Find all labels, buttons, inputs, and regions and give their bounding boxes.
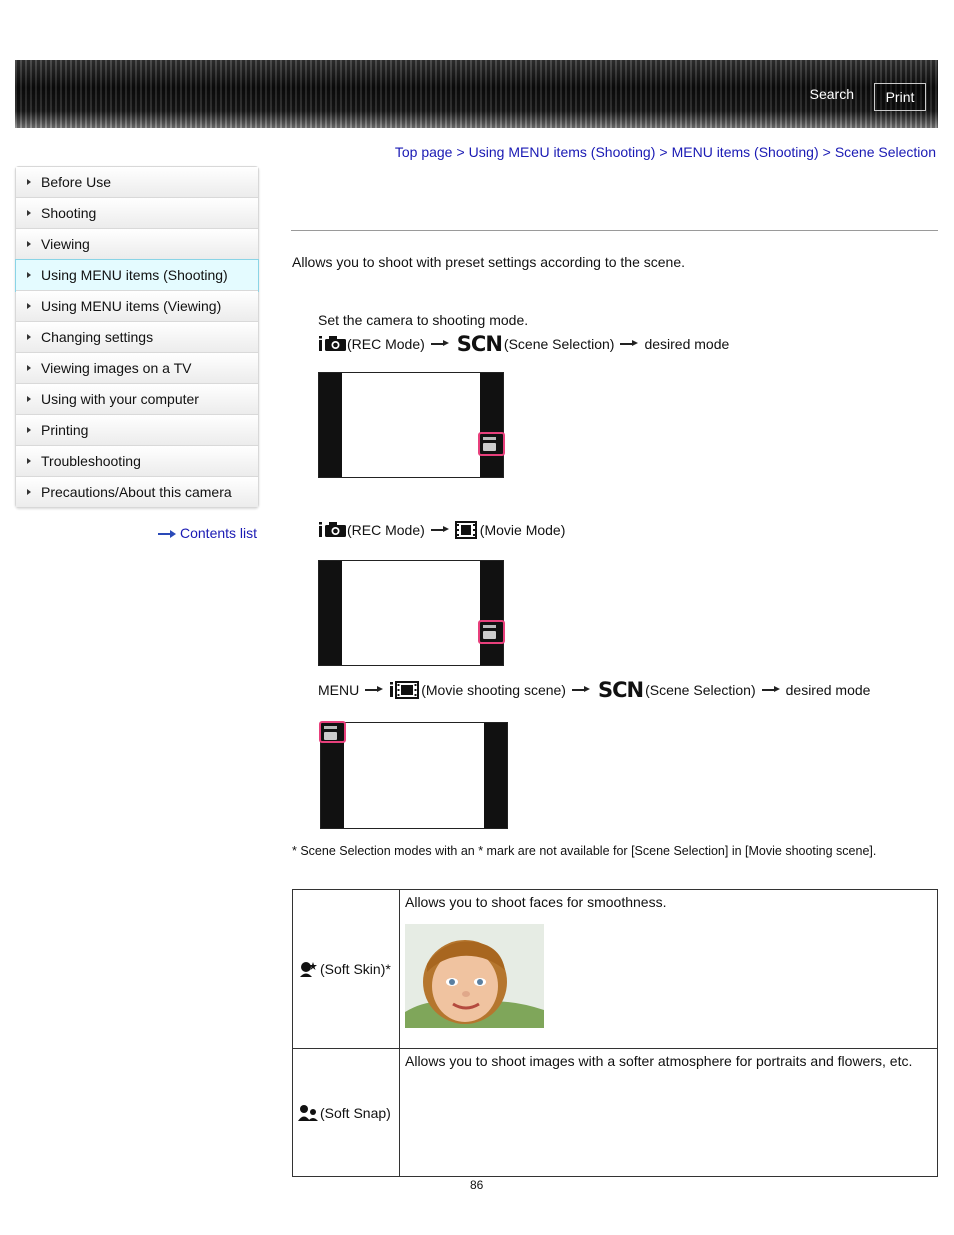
arrow-right-icon bbox=[431, 339, 449, 349]
step-set-shooting-mode: Set the camera to shooting mode. bbox=[318, 312, 529, 328]
rec-mode-label: (REC Mode) bbox=[347, 522, 425, 538]
intro-text: Allows you to shoot with preset settings according to the scene. bbox=[292, 254, 685, 270]
table-row bbox=[293, 890, 938, 1049]
scene-selection-label: (Scene Selection) bbox=[503, 336, 615, 352]
step-menu-movie-scene bbox=[318, 678, 870, 702]
triangle-right-icon bbox=[27, 489, 31, 495]
sidebar-item-label: Using MENU items (Shooting) bbox=[41, 267, 228, 283]
mode-description-cell bbox=[400, 1049, 938, 1177]
sidebar-item-printing[interactable] bbox=[16, 415, 258, 446]
triangle-right-icon bbox=[27, 334, 31, 340]
triangle-right-icon bbox=[27, 396, 31, 402]
mode-description-text: Allows you to shoot faces for smoothness. bbox=[405, 894, 667, 910]
scene-mode-table bbox=[292, 889, 938, 1177]
sidebar-item-before-use[interactable] bbox=[16, 167, 258, 198]
mode-description-cell bbox=[400, 890, 938, 1049]
sidebar-nav bbox=[15, 166, 259, 508]
sidebar-item-shooting[interactable] bbox=[16, 198, 258, 229]
arrow-right-icon bbox=[572, 685, 590, 695]
sidebar-item-label: Printing bbox=[41, 422, 89, 438]
breadcrumb bbox=[395, 144, 936, 160]
contents-list-label: Contents list bbox=[180, 525, 258, 541]
header-bar bbox=[15, 60, 938, 128]
breadcrumb-scene-selection[interactable]: Scene Selection bbox=[834, 144, 936, 160]
scn-icon: SCN bbox=[597, 678, 644, 702]
movie-scene-icon bbox=[389, 681, 419, 699]
screen-right-band bbox=[484, 723, 507, 828]
desired-mode-label: desired mode bbox=[785, 682, 871, 698]
availability-note: * Scene Selection modes with an * mark are not available for [Scene Selection] in [Movie shooting scene]. bbox=[292, 844, 877, 858]
arrow-right-icon bbox=[365, 685, 383, 695]
search-button[interactable]: Search bbox=[809, 86, 854, 102]
child-portrait-image bbox=[405, 924, 544, 1028]
desired-mode-label: desired mode bbox=[644, 336, 730, 352]
breadcrumb-using-menu-shooting[interactable]: Using MENU items (Shooting) bbox=[468, 144, 656, 160]
scn-icon: SCN bbox=[456, 332, 502, 356]
sidebar-item-changing-settings[interactable] bbox=[16, 322, 258, 353]
sidebar-item-label: Changing settings bbox=[41, 329, 154, 345]
rec-mode-label: (REC Mode) bbox=[347, 336, 425, 352]
triangle-right-icon bbox=[27, 210, 31, 216]
sidebar-item-using-menu-shooting[interactable] bbox=[16, 260, 258, 291]
sidebar-item-label: Using with your computer bbox=[41, 391, 199, 407]
camera-screen-illustration bbox=[318, 372, 504, 478]
breadcrumb-separator: > bbox=[659, 144, 668, 160]
sidebar-item-computer[interactable] bbox=[16, 384, 258, 415]
menu-button-highlight bbox=[319, 721, 346, 743]
scene-selection-label: (Scene Selection) bbox=[645, 682, 756, 698]
sidebar-item-label: Before Use bbox=[41, 174, 112, 190]
arrow-right-icon bbox=[431, 525, 449, 535]
sidebar-item-label: Viewing images on a TV bbox=[41, 360, 192, 376]
breadcrumb-top-page[interactable]: Top page bbox=[394, 144, 453, 160]
sidebar-item-troubleshooting[interactable] bbox=[16, 446, 258, 477]
triangle-right-icon bbox=[27, 365, 31, 371]
step-rec-to-movie bbox=[318, 520, 565, 540]
triangle-right-icon bbox=[27, 458, 31, 464]
triangle-right-icon bbox=[27, 179, 31, 185]
mode-name-cell bbox=[293, 890, 400, 1049]
arrow-right-icon bbox=[620, 339, 638, 349]
print-button[interactable]: Print bbox=[874, 83, 926, 111]
sidebar-item-using-menu-viewing[interactable] bbox=[16, 291, 258, 322]
soft-skin-sample-photo bbox=[405, 924, 544, 1028]
mode-button-highlight bbox=[478, 620, 505, 644]
movie-mode-icon bbox=[455, 521, 477, 539]
triangle-right-icon bbox=[27, 272, 31, 278]
sidebar-item-viewing-tv[interactable] bbox=[16, 353, 258, 384]
mode-button-highlight bbox=[478, 432, 505, 456]
movie-mode-label: (Movie Mode) bbox=[479, 522, 566, 538]
triangle-right-icon bbox=[27, 241, 31, 247]
sidebar-item-label: Using MENU items (Viewing) bbox=[41, 298, 222, 314]
screen-right-band bbox=[480, 373, 503, 477]
sidebar-item-label: Shooting bbox=[41, 205, 97, 221]
breadcrumb-separator: > bbox=[456, 144, 465, 160]
sidebar-item-precautions[interactable] bbox=[16, 477, 258, 507]
page-number: 86 bbox=[470, 1178, 484, 1192]
sidebar-item-viewing[interactable] bbox=[16, 229, 258, 260]
arrow-right-icon bbox=[158, 531, 176, 537]
step-rec-to-scene bbox=[318, 332, 729, 356]
sidebar-item-label: Viewing bbox=[41, 236, 90, 252]
soft-snap-icon bbox=[298, 1104, 318, 1122]
intelligent-auto-icon bbox=[318, 334, 347, 354]
mode-name-label: (Soft Skin)* bbox=[320, 961, 391, 977]
breadcrumb-separator: > bbox=[822, 144, 831, 160]
sidebar-item-label: Troubleshooting bbox=[41, 453, 141, 469]
screen-left-band bbox=[319, 373, 342, 477]
mode-description-text: Allows you to shoot images with a softer atmosphere for portraits and flowers, etc. bbox=[405, 1053, 913, 1069]
intelligent-auto-icon bbox=[318, 520, 347, 540]
arrow-right-icon bbox=[762, 685, 780, 695]
breadcrumb-menu-items-shooting[interactable]: MENU items (Shooting) bbox=[671, 144, 819, 160]
mode-name-cell bbox=[293, 1049, 400, 1177]
menu-label: MENU bbox=[318, 682, 360, 698]
movie-scene-label: (Movie shooting scene) bbox=[421, 682, 566, 698]
screen-right-band bbox=[480, 561, 503, 665]
table-row bbox=[293, 1049, 938, 1177]
soft-skin-icon bbox=[298, 960, 318, 978]
mode-name-label: (Soft Snap) bbox=[320, 1104, 391, 1121]
sidebar-item-label: Precautions/About this camera bbox=[41, 484, 232, 500]
contents-list-link[interactable] bbox=[158, 525, 257, 541]
title-divider bbox=[291, 230, 938, 231]
camera-screen-illustration bbox=[320, 722, 508, 829]
camera-screen-illustration bbox=[318, 560, 504, 666]
triangle-right-icon bbox=[27, 303, 31, 309]
screen-left-band bbox=[319, 561, 342, 665]
triangle-right-icon bbox=[27, 427, 31, 433]
